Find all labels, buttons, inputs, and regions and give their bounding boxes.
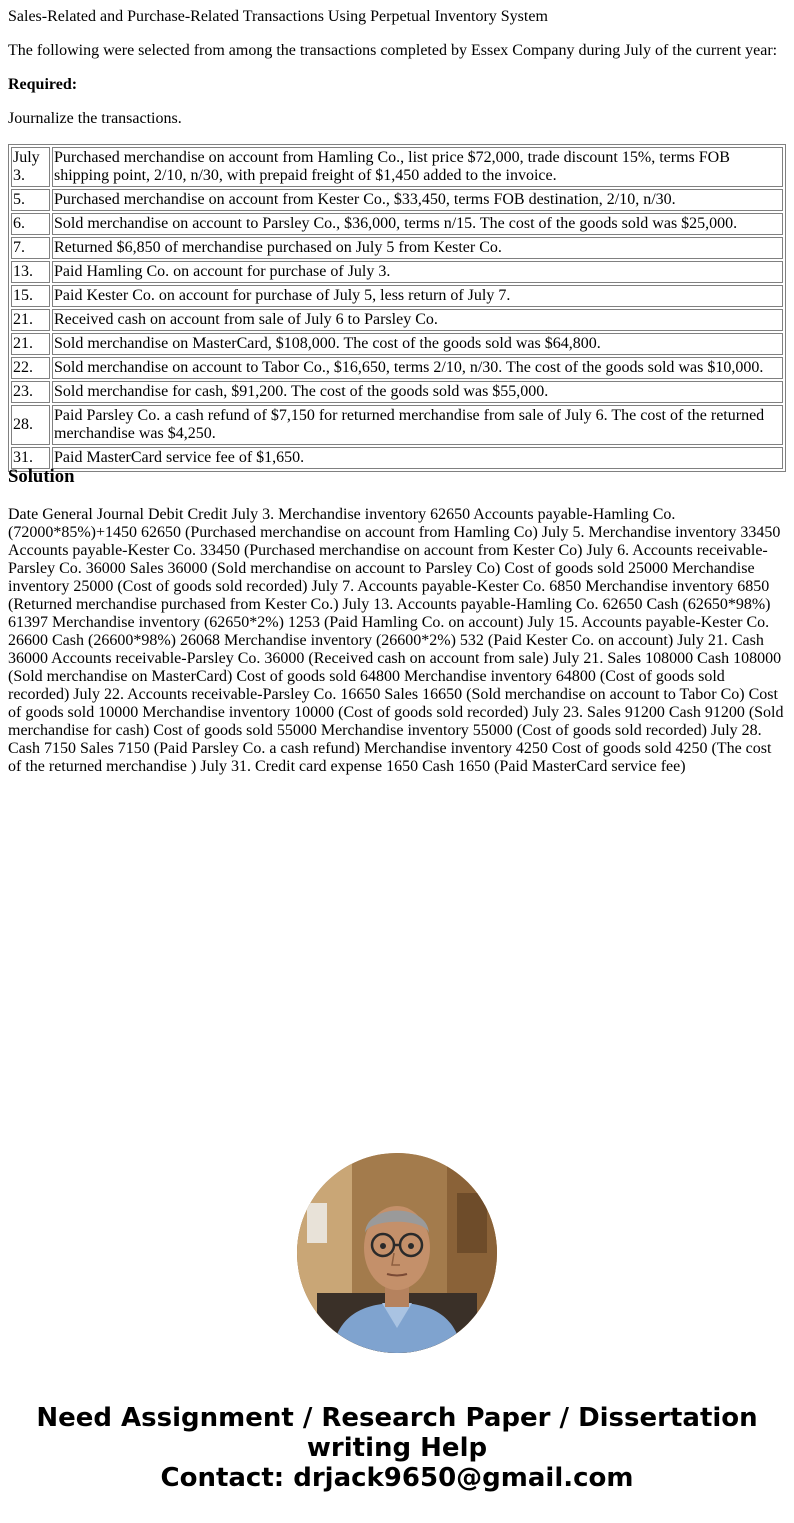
transaction-text: Sold merchandise on account to Tabor Co., $16,650, terms 2/10, n/30. The cost of the goods sold was $10,000. [52,357,783,379]
table-row [11,285,783,307]
transaction-text: Received cash on account from sale of July 6 to Parsley Co. [52,309,783,331]
transaction-text: Paid MasterCard service fee of $1,650. [52,447,783,469]
transaction-text: Sold merchandise on MasterCard, $108,000. The cost of the goods sold was $64,800. [52,333,783,355]
footer-line: writing Help [306,1433,488,1463]
transaction-date: 7. [11,237,50,259]
contact-banner [0,1403,794,1493]
solution-text: Date General Journal Debit Credit July 3. Merchandise inventory 62650 Accounts payable-Hamling Co. (72000*85%)+1450 62650 (Purchased merchandise on account from Hamling Co) July 5. Merchandise inventory 33450 Accounts payable-Kester Co. 33450 (Purchased merchandise on account from Kester Co) July 6. Accounts receivable-Parsley Co. 36000 Sales 36000 (Sold merchandise on account to Parsley Co) Cost of goods sold 25000 Merchandise inventory 25000 (Cost of goods sold recorded) July 7. Accounts payable-Kester Co. 6850 Merchandise inventory 6850 (Returned merchandise purchased from Kester Co.) July 13. Accounts payable-Hamling Co. 62650 Cash (62650*98%) 61397 Merchandise inventory (62650*2%) 1253 (Paid Hamling Co. on account) July 15. Accounts payable-Kester Co. 26600 Cash (26600*98%) 26068 Merchandise inventory (26600*2%) 532 (Paid Kester Co. on account) July 21. Cash 36000 Accounts receivable-Parsley Co. 36000 (Received cash on account from sale) July 21. Sales 108000 Cash 108000 (Sold merchandise on MasterCard) Cost of goods sold 64800 Merchandise inventory 64800 (Cost of goods sold recorded) July 22. Accounts receivable-Parsley Co. 16650 Sales 16650 (Sold merchandise on account to Tabor Co) Cost of goods sold 10000 Merchandise inventory 10000 (Cost of goods sold recorded) July 23. Sales 91200 Cash 91200 (Sold merchandise for cash) Cost of goods sold 55000 Merchandise inventory 55000 (Cost of goods sold recorded) July 28. Cash 7150 Sales 7150 (Paid Parsley Co. a cash refund) Merchandise inventory 4250 Cost of goods sold 4250 (The cost of the returned merchandise ) July 31. Credit card expense 1650 Cash 1650 (Paid MasterCard service fee) [8,506,784,775]
transaction-date: 31. [11,447,50,469]
transaction-date: 6. [11,213,50,235]
intro-text: The following were selected from among the transactions completed by Essex Company during July of the current year: [8,42,778,59]
table-row [11,189,783,211]
transaction-text: Sold merchandise on account to Parsley Co., $36,000, terms n/15. The cost of the goods sold was $25,000. [52,213,783,235]
table-row [11,447,783,469]
table-row [11,213,783,235]
transaction-text: Returned $6,850 of merchandise purchased on July 5 from Kester Co. [52,237,783,259]
avatar-illustration [297,1153,497,1353]
transaction-date: 21. [11,333,50,355]
transaction-date: 13. [11,261,50,283]
transaction-date: 28. [11,405,50,445]
table-row [11,333,783,355]
transaction-text: Purchased merchandise on account from Kester Co., $33,450, terms FOB destination, 2/10, n/30. [52,189,783,211]
required-label: Required: [8,76,78,93]
solution-heading: Solution [8,466,75,487]
person-photo-icon [297,1153,497,1353]
transaction-date: 23. [11,381,50,403]
table-row [11,261,783,283]
transaction-text: Paid Parsley Co. a cash refund of $7,150 for returned merchandise from sale of July 6. The cost of the returned merchandise was $4,250. [52,405,783,445]
transaction-date: July 3. [11,147,50,187]
table-row [11,381,783,403]
table-row [11,309,783,331]
table-row [11,405,783,445]
page-title: Sales-Related and Purchase-Related Transactions Using Perpetual Inventory System [8,8,548,25]
transaction-text: Purchased merchandise on account from Hamling Co., list price $72,000, trade discount 15%, terms FOB shipping point, 2/10, n/30, with prepaid freight of $1,450 added to the invoice. [52,147,783,187]
transaction-text: Paid Hamling Co. on account for purchase of July 3. [52,261,783,283]
transaction-date: 22. [11,357,50,379]
footer-line: Need Assignment / Research Paper / Dissertation [36,1403,758,1433]
transaction-date: 15. [11,285,50,307]
transaction-date: 21. [11,309,50,331]
table-row [11,147,783,187]
transaction-text: Paid Kester Co. on account for purchase of July 5, less return of July 7. [52,285,783,307]
table-row [11,357,783,379]
transaction-text: Sold merchandise for cash, $91,200. The cost of the goods sold was $55,000. [52,381,783,403]
instruction-text: Journalize the transactions. [8,110,182,127]
contact-email: Contact: drjack9650@gmail.com [160,1463,634,1493]
table-row [11,237,783,259]
transaction-date: 5. [11,189,50,211]
transactions-table [8,144,786,472]
